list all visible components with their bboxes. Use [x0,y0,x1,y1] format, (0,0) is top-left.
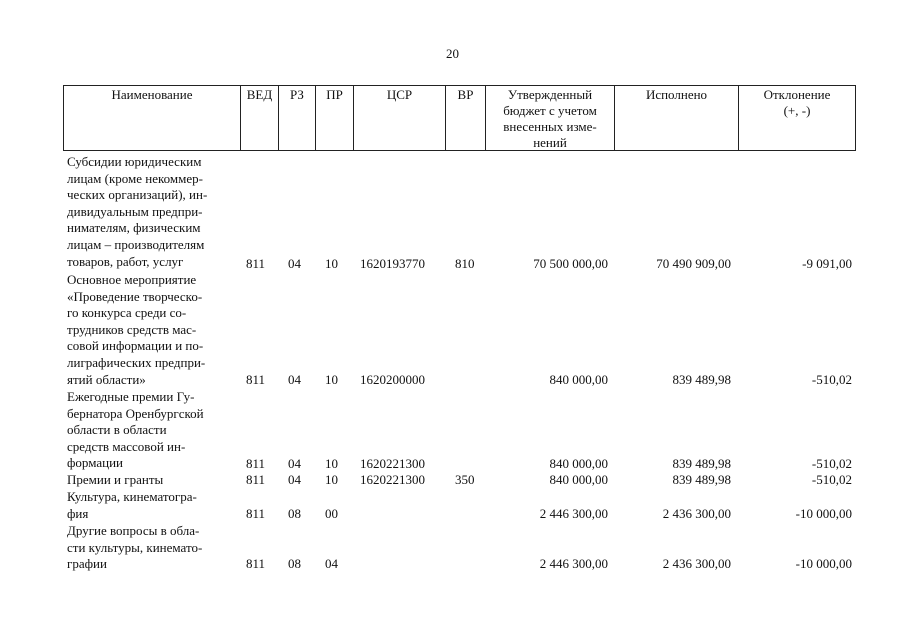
row-budget: 840 000,00 [549,472,608,487]
row-csr: 1620221300 [360,456,425,471]
row-rz: 04 [288,256,301,271]
row-name: Ежегодные премии Гу- бернатора Оренбургской области в области средств массовой ин- формации [67,389,204,471]
row-rz: 08 [288,556,301,571]
row-ved: 811 [246,556,266,571]
header-executed: Исполнено [614,86,738,150]
row-deviation: -10 000,00 [795,506,852,521]
row-name: Премии и гранты [67,472,164,487]
row-executed: 70 490 909,00 [656,256,731,271]
row-csr: 1620200000 [360,372,425,387]
row-deviation: -510,02 [811,372,852,387]
page-number: 20 [446,46,459,61]
row-deviation: -10 000,00 [795,556,852,571]
header-budget: Утвержденный бюджет с учетом внесенных изме- нений [485,86,614,150]
header-deviation: Отклонение (+, -) [738,86,855,150]
row-csr: 1620193770 [360,256,425,271]
row-rz: 04 [288,372,301,387]
row-ved: 811 [246,472,266,487]
row-executed: 839 489,98 [672,456,731,471]
row-rz: 04 [288,472,301,487]
row-ved: 811 [246,506,266,521]
row-rz: 04 [288,456,301,471]
row-budget: 2 446 300,00 [539,506,608,521]
row-vr: 350 [455,472,475,487]
row-budget: 840 000,00 [549,456,608,471]
row-pr: 10 [325,456,338,471]
row-ved: 811 [246,256,266,271]
row-vr: 810 [455,256,475,271]
header-ved: ВЕД [240,86,278,150]
row-name: Другие вопросы в обла- сти культуры, кинемато- графии [67,523,203,572]
row-deviation: -9 091,00 [802,256,852,271]
row-deviation: -510,02 [811,472,852,487]
row-pr: 10 [325,472,338,487]
row-pr: 10 [325,372,338,387]
row-name: Культура, кинематогра- фия [67,489,197,521]
row-executed: 2 436 300,00 [662,506,731,521]
row-csr: 1620221300 [360,472,425,487]
header-name: Наименование [111,87,193,102]
row-deviation: -510,02 [811,456,852,471]
row-pr: 10 [325,256,338,271]
row-budget: 840 000,00 [549,372,608,387]
row-executed: 839 489,98 [672,472,731,487]
row-name: Субсидии юридическим лицам (кроме некоммер- ческих организаций), ин- дивидуальным предпри- нимателям, физическим лицам – производителям товаров, работ, услуг [67,154,208,269]
header-pr: ПР [315,86,353,150]
row-ved: 811 [246,372,266,387]
row-budget: 2 446 300,00 [539,556,608,571]
header-rz: РЗ [278,86,315,150]
row-ved: 811 [246,456,266,471]
row-pr: 00 [325,506,338,521]
row-rz: 08 [288,506,301,521]
row-executed: 839 489,98 [672,372,731,387]
row-executed: 2 436 300,00 [662,556,731,571]
table-header [63,85,856,151]
header-vr: ВР [445,86,485,150]
header-csr: ЦСР [353,86,445,150]
row-pr: 04 [325,556,338,571]
row-budget: 70 500 000,00 [533,256,608,271]
row-name: Основное мероприятие «Проведение творческо- го конкурса среди со- трудников средств мас- совой информации и по- лиграфических предпри- ятий области» [67,272,206,387]
